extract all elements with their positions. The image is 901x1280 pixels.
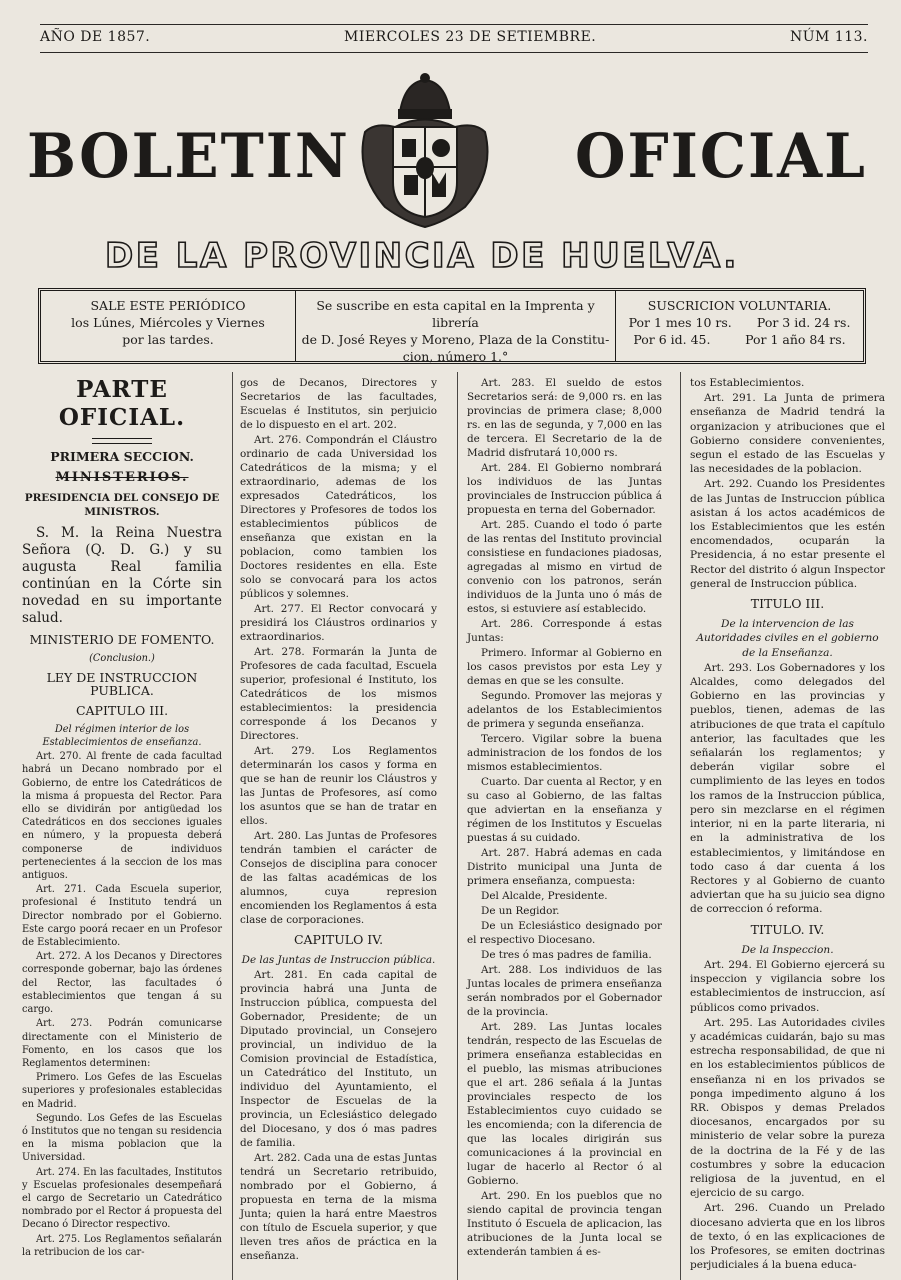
title-subtitle: De la Inspeccion. <box>741 943 834 956</box>
publication-info-box <box>38 288 866 364</box>
article-paragraph: Art. 295. Las Autoridades civiles y académicas cuidarán, bajo su mas estrecha responsabilidad, de que ni en los establecimientos públicos de enseñanza ni en los privados se ponga impedimento alguno á los RR. Obispos y demas Prelados diocesanos, encargados por su ministerio de velar sobre la pureza de la doctrina de la Fé y de las costumbres y sobre la educacion religiosa de la juventud, en el ejercicio de su cargo. <box>690 1016 885 1200</box>
article-paragraph: Art. 271. Cada Escuela superior, profesional é Instituto tendrá un Director nombrado por el Gobierno. Este cargo poorá recaer en un Profesor de Establecimiento. <box>22 884 222 949</box>
article-paragraph: Del Alcalde, Presidente. <box>481 890 608 902</box>
masthead-right: OFICIAL <box>575 120 867 192</box>
article-paragraph: Tercero. Vigilar sobre la buena administracion de los fondos de los mismos establecimientos. <box>467 733 662 773</box>
article-paragraph: Art. 279. Los Reglamentos determinarán los casos y forma en que se han de reunir los Cláustros y las Juntas de Profesores, así como los asuntos que se han de tratar en ellos. <box>240 745 437 827</box>
royal-notice: S. M. la Reina Nuestra Señora (Q. D. G.) y su augusta Real familia continúan en la Córte sin novedad en su importante salud. <box>22 524 222 626</box>
article-paragraph: tos Establecimientos. <box>690 377 805 389</box>
article-paragraph: Segundo. Los Gefes de las Escuelas ó Institutos que no tengan su residencia en la misma poblacion que la Universidad. <box>22 1112 222 1164</box>
title-heading: TITULO. IV. <box>750 921 825 937</box>
section-heading: PARTE OFICIAL. <box>58 376 186 431</box>
year-label: AÑO DE 1857. <box>40 29 151 45</box>
schedule-line: los Lúnes, Miércoles y Viernes <box>71 315 265 330</box>
top-rule <box>40 24 868 25</box>
price-item: Por 3 id. 24 rs. <box>756 315 851 330</box>
conclusion-note: (Conclusion.) <box>89 653 155 665</box>
article-paragraph: Art. 274. En las facultades, Institutos y Escuelas profesionales desempeñará el cargo de Secretario un Catedrático nombrado por el Rector á propuesta del Decano ó Director respectivo. <box>22 1166 222 1231</box>
dateline-rule <box>40 52 868 53</box>
article-paragraph: Art. 290. En los pueblos que no siendo capital de provincia tengan Instituto ó Escuela de aplicacion, las atribuciones de la Junta local se extenderán tambien á es- <box>467 1190 662 1258</box>
article-paragraph: De tres ó mas padres de familia. <box>481 949 652 961</box>
article-paragraph: Art. 281. En cada capital de provincia habrá una Junta de Instruccion pública, compuesta del Gobernador, Presidente; de un Diputado provincial, un Consejero provincial, un individuo de la Comision provincial de Estadística, un Catedrático del Instituto, un individuo del Ayuntamiento, el Inspector de Escuelas de la provincia, un Eclesiástico delegado del Diocesano, y dos ó mas padres de familia. <box>240 969 437 1149</box>
title-heading: TITULO III. <box>750 596 825 612</box>
article-paragraph: Art. 278. Formarán la Junta de Profesores de cada facultad, Escuela superior, profesional é Instituto, los Catedráticos de los mismos establecimientos: la presidencia corresponde á los Decanos y Directores. <box>240 646 437 742</box>
schedule-line: SALE ESTE PERIÓDICO <box>90 298 246 313</box>
dateline <box>40 29 868 45</box>
article-paragraph: Segundo. Promover las mejoras y adelantos de los Establecimientos de primera y segunda enseñanza. <box>467 690 662 730</box>
prices-title: SUSCRICION VOLUNTARIA. <box>647 298 832 313</box>
price-item: Por 1 año 84 rs. <box>745 332 846 347</box>
schedule-box <box>41 291 296 361</box>
article-paragraph: De un Regidor. <box>481 905 560 917</box>
column-rule <box>680 372 681 1280</box>
chapter-heading: CAPITULO IV. <box>293 932 384 947</box>
ministries-heading: MINISTERIOS. <box>55 470 189 486</box>
prices-box <box>616 291 863 361</box>
article-paragraph: Art. 294. El Gobierno ejercerá su inspeccion y vigilancia sobre los establecimientos de instruccion, así públicos como privados. <box>690 958 885 1014</box>
article-paragraph: De un Eclesiástico designado por el respectivo Diocesano. <box>467 920 662 946</box>
issue-number: NÚM 113. <box>789 29 868 45</box>
article-paragraph: Art. 286. Corresponde á estas Juntas: <box>467 618 662 644</box>
article-paragraph: Art. 282. Cada una de estas Juntas tendrá un Secretario retribuido, nombrado por el Gobierno, á propuesta en terna de la misma Junta; quien la hará entre Maestros con título de Escuela superior, y que lleven tres años de práctica en la enseñanza. <box>240 1152 437 1262</box>
chapter-title: Del régimen interior de los Establecimientos de enseñanza. <box>42 723 202 749</box>
article-paragraph: Art. 277. El Rector convocará y presidirá los Cláustros ordinarios y extraordinarios. <box>240 603 437 643</box>
place-line: Se suscribe en esta capital en la Imprenta y librería <box>316 298 595 330</box>
ornament-divider <box>92 438 152 444</box>
column-3 <box>467 376 662 1260</box>
presidency-heading: PRESIDENCIA DEL CONSEJO DE MINISTROS. <box>24 492 220 518</box>
newspaper-subtitle: DE LA PROVINCIA DE HUELVA. <box>105 236 739 276</box>
column-rule <box>232 372 233 1280</box>
article-paragraph: Art. 291. La Junta de primera enseñanza de Madrid tendrá la organizacion y atribuciones que el Gobierno considere convenientes, segun el estado de las Escuelas y las necesidades de la poblacion. <box>690 392 885 476</box>
article-paragraph: Art. 296. Cuando un Prelado diocesano advierta que en los libros de texto, ó en las explicaciones de los Profesores, se emiten doctrinas perjudiciales á la buena educa- <box>690 1202 885 1272</box>
article-paragraph: Art. 287. Habrá ademas en cada Distrito municipal una Junta de primera enseñanza, compuesta: <box>467 847 662 887</box>
article-paragraph: Art. 284. El Gobierno nombrará los individuos de las Juntas provinciales de Instruccion pública á propuesta en terna del Gobernador. <box>467 462 662 516</box>
article-paragraph: Art. 272. A los Decanos y Directores corresponde gobernar, bajo las órdenes del Rector, las facultades ó establecimientos que tengan á su cargo. <box>22 951 222 1016</box>
article-paragraph: Art. 270. Al frente de cada facultad habrá un Decano nombrado por el Gobierno, de entre los Catedráticos de la misma á propuesta del Rector. Para ello se dividirán por antigüedad los Catedráticos en dos secciones iguales en número, y la propuesta deberá componerse de individuos pertenecientes á la seccion de los mas antiguos. <box>22 751 222 882</box>
schedule-line: por las tardes. <box>122 332 214 347</box>
subsection-heading: PRIMERA SECCION. <box>50 449 194 464</box>
coat-of-arms-icon <box>355 72 495 232</box>
chapter-title: De las Juntas de Instruccion pública. <box>241 954 436 966</box>
article-paragraph: Art. 285. Cuando el todo ó parte de las rentas del Instituto provincial consistiese en fundaciones piadosas, agregadas al mismo en virtud de convenio con los patronos, serán individuos de la Junta uno ó más de estos, si estuviere así establecido. <box>467 519 662 615</box>
article-paragraph: Art. 288. Los individuos de las Juntas locales de primera enseñanza serán nombrados por el Gobernador de la provincia. <box>467 964 662 1018</box>
article-paragraph: Art. 273. Podrán comunicarse directamente con el Ministerio de Fomento, en los casos que los Reglamentos determinen: <box>22 1018 222 1069</box>
price-item: Por 1 mes 10 rs. <box>628 315 732 330</box>
masthead-left: BOLETIN <box>27 120 350 192</box>
title-subtitle: De la intervencion de las Autoridades civiles en el gobierno de la Enseñanza. <box>696 618 879 659</box>
article-paragraph: Art. 275. Los Reglamentos señalarán la retribucion de los car- <box>22 1233 222 1258</box>
column-2 <box>240 376 437 1264</box>
column-rule <box>457 372 458 1280</box>
article-paragraph: Primero. Informar al Gobierno en los casos previstos por esta Ley y demas en que se les consulte. <box>467 647 662 687</box>
article-paragraph: Art. 276. Compondrán el Cláustro ordinario de cada Universidad los Catedráticos de la misma; y el extraordinario, ademas de los expresados Catedráticos, los Directores y Profesores de todos los establecimientos públicos de enseñanza que existan en la poblacion, como tambien los Doctores residentes en ella. Este solo se convocará para los actos públicos y solemnes. <box>240 434 437 600</box>
price-item: Por 6 id. 45. <box>633 332 711 347</box>
article-paragraph: Primero. Los Gefes de las Escuelas superiores y profesionales establecidas en Madrid. <box>22 1072 222 1110</box>
column-4 <box>690 376 885 1273</box>
article-paragraph: Art. 293. Los Gobernadores y los Alcaldes, como delegados del Gobierno en las provincias y pueblos, tienen, ademas de las atribuciones de que trata el capítulo anterior, las facultades que les señalarán los reglamentos; y deberán vigilar sobre el cumplimiento de las leyes en todos los ramos de la Instruccion pública, pero sin mezclarse en el régimen interior, ni en la parte literaria, ni en la administrativa de los establecimientos, y limitándose en todo caso á dar cuenta á los Rectores y al Gobierno de cuanto adviertan que ha su juicio sea digno de correccion ó reforma. <box>690 661 885 916</box>
place-line: cion, número 1.° <box>402 349 509 364</box>
law-heading: LEY DE INSTRUCCION PUBLICA. <box>46 670 198 699</box>
article-paragraph: Art. 292. Cuando los Presidentes de las Juntas de Instruccion pública asistan á los actos académicos de los Establecimientos que les estén encomendados, ocuparán la Presidencia, á no estar presente el Rector del distrito ó algun Inspector general de Instruccion pública. <box>690 478 885 590</box>
column-1 <box>22 376 222 1260</box>
article-paragraph: Art. 283. El sueldo de estos Secretarios será: de 9,000 rs. en las provincias de primera clase; 8,000 rs. en las de segunda, y 7,000 en las de tercera. El Secretario de la de Madrid disfrutará 10,000 rs. <box>467 377 662 459</box>
article-paragraph: Art. 280. Las Juntas de Profesores tendrán tambien el carácter de Consejos de disciplina para conocer de las faltas académicas de los alumnos, cuya represion encomienden los Reglamentos á esta clase de corporaciones. <box>240 830 437 926</box>
article-paragraph: Art. 289. Las Juntas locales tendrán, respecto de las Escuelas de primera enseñanza establecidas en el pueblo, las mismas atribuciones que el art. 286 señala á la Juntas provinciales respecto de los Establecimientos cuyo cuidado se les encomienda; con la diferencia de que las locales dirigirán sus comunicaciones á la provincial en lugar de hacerlo al Rector ó al Gobierno. <box>467 1021 662 1187</box>
article-paragraph: Cuarto. Dar cuenta al Rector, y en su caso al Gobierno, de las faltas que adviertan en la enseñanza y régimen de los Institutos y Escuelas puestas á su cuidado. <box>467 776 662 844</box>
date-label: MIERCOLES 23 DE SETIEMBRE. <box>343 29 597 45</box>
article-paragraph: gos de Decanos, Directores y Secretarios de las facultades, Escuelas é Institutos, sin perjuicio de lo dispuesto en el art. 202. <box>240 377 437 431</box>
chapter-heading: CAPITULO III. <box>75 702 169 718</box>
subscription-place-box <box>296 291 616 364</box>
place-line: de D. José Reyes y Moreno, Plaza de la Constitu- <box>301 332 610 347</box>
ministry-heading: MINISTERIO DE FOMENTO. <box>29 631 215 647</box>
